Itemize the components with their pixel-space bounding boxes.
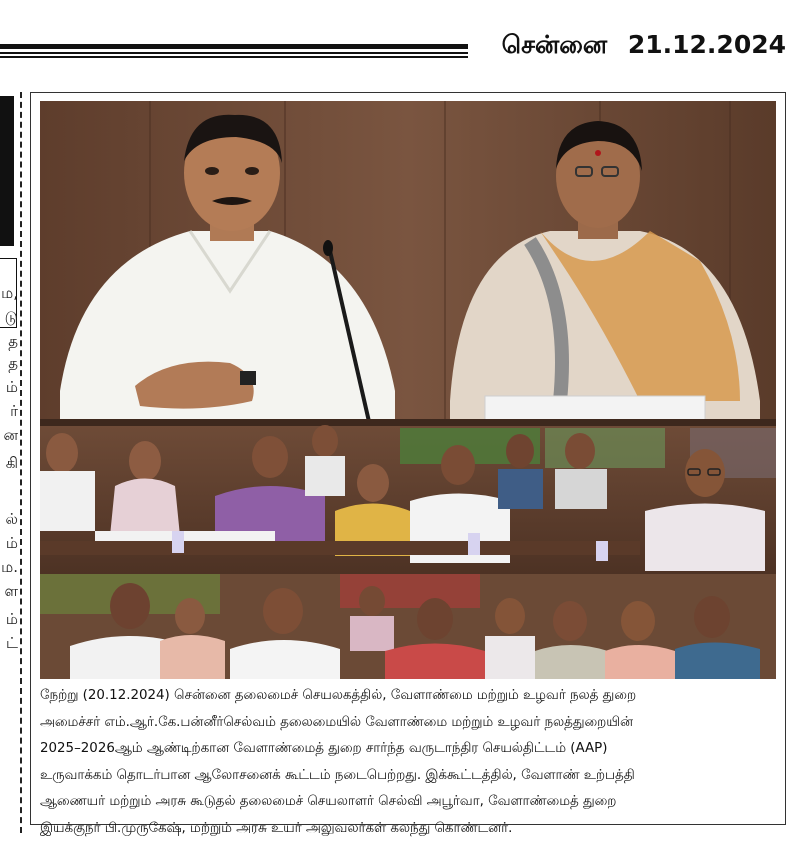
adjacent-text-fragment: த <box>0 334 18 349</box>
dateline-city: சென்னை <box>502 30 607 59</box>
adjacent-text-fragment: ம. <box>0 560 18 575</box>
adjacent-ad-block <box>0 96 14 246</box>
caption-line: அமைச்சர் எம்.ஆர்.கே.பன்னீர்செல்வம் தலைமையில் வேளாண்மை மற்றும் உழவர் நலத்துறையின் <box>40 710 776 737</box>
adjacent-text-fragment: ள <box>0 584 18 599</box>
news-photo <box>40 101 776 679</box>
adjacent-text-fragment: கி <box>0 456 18 471</box>
photo-caption <box>40 683 776 842</box>
header-rule <box>0 44 468 58</box>
adjacent-text-fragment: டு <box>0 310 18 325</box>
bottom-photo-strip <box>40 574 776 679</box>
adjacent-text-fragment: ட் <box>0 636 18 651</box>
adjacent-column-fragment <box>0 92 28 833</box>
main-photo-panel <box>40 101 776 426</box>
column-separator <box>20 92 22 833</box>
header-rule-inner <box>0 52 468 54</box>
caption-line: இயக்குநர் பி.முருகேஷ், மற்றும் அரசு உயர் அலுவலர்கள் கலந்து கொண்டனர். <box>40 816 776 842</box>
caption-line: உருவாக்கம் தொடர்பான ஆலோசனைக் கூட்டம் நடைபெற்றது. இக்கூட்டத்தில், வேளாண் உற்பத்தி <box>40 763 776 790</box>
adjacent-text-fragment: ல் <box>0 512 18 527</box>
dateline <box>502 30 786 63</box>
adjacent-text-fragment: ம் <box>0 612 18 627</box>
page-header <box>0 0 800 80</box>
dateline-date: 21.12.2024 <box>628 30 786 59</box>
caption-line: 2025–2026ஆம் ஆண்டிற்கான வேளாண்மைத் துறை சார்ந்த வருடாந்திர செயல்திட்டம் (AAP) <box>40 736 776 763</box>
adjacent-text-fragment: ம, <box>0 286 18 301</box>
adjacent-text-fragment: ன <box>0 428 18 443</box>
adjacent-text-fragment: ம் <box>0 536 18 551</box>
meeting-photo-illustration <box>40 101 776 679</box>
adjacent-text-fragment: ம் <box>0 380 18 395</box>
adjacent-text-fragment: த <box>0 356 18 371</box>
caption-line: ஆணையர் மற்றும் அரசு கூடுதல் தலைமைச் செயலாளர் செல்வி அபூர்வா, வேளாண்மைத் துறை <box>40 789 776 816</box>
caption-line: நேற்று (20.12.2024) சென்னை தலைமைச் செயலகத்தில், வேளாண்மை மற்றும் உழவர் நலத் துறை <box>40 683 776 710</box>
adjacent-text-fragment: ர் <box>0 404 18 419</box>
middle-photo-strip <box>40 425 776 574</box>
